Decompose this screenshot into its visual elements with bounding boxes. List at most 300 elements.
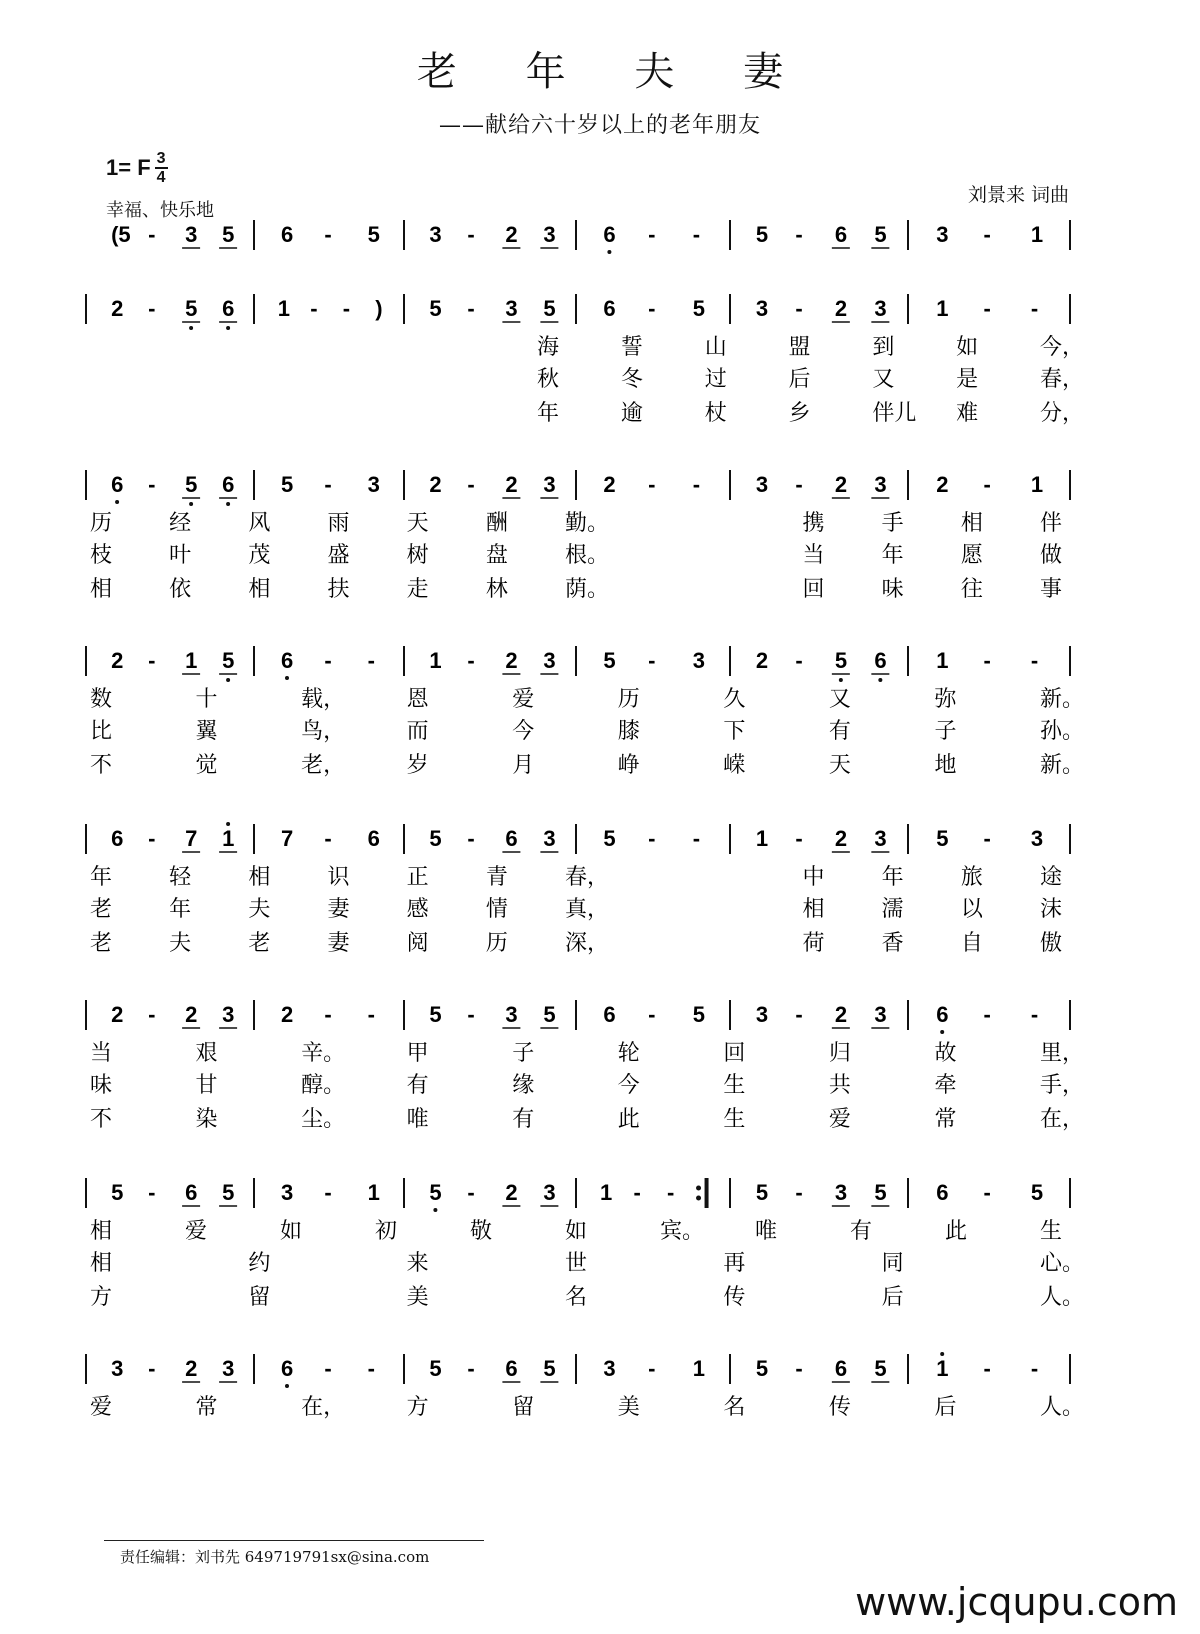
- note: -: [648, 296, 656, 321]
- lyric-char: 香: [881, 931, 904, 956]
- note: -: [648, 472, 656, 497]
- lyric-char: 年: [881, 865, 904, 890]
- note: -: [795, 472, 803, 497]
- note: -: [692, 826, 701, 851]
- note: 3: [281, 1180, 294, 1205]
- note: 1: [277, 296, 290, 321]
- lyric-char: 海: [537, 335, 560, 360]
- site-watermark: www.jcqupu.com: [855, 1580, 1178, 1624]
- note: 2: [111, 1002, 124, 1027]
- note: -: [324, 826, 332, 851]
- lyric-char: 荷: [802, 931, 825, 956]
- lyric-char: 恩: [406, 687, 429, 712]
- time-bottom: 4: [156, 169, 166, 186]
- note: 1: [936, 296, 949, 321]
- lyric-char: 老，: [301, 753, 346, 778]
- lyric-char: 新。: [1040, 753, 1085, 778]
- lyric-char: 真，: [565, 897, 610, 922]
- low-octave-dot: [940, 1030, 944, 1034]
- lyric-char: 后: [788, 367, 811, 392]
- lyric-char: 后: [934, 1395, 957, 1420]
- note: 5: [222, 1180, 235, 1205]
- lyric-char: 勤。: [565, 511, 610, 536]
- note: 5: [543, 296, 556, 321]
- lyric-char: 手，: [1040, 1073, 1085, 1098]
- lyric-char: 青: [485, 865, 508, 890]
- note: 5: [429, 296, 442, 321]
- note: -: [367, 1356, 375, 1381]
- note: -: [983, 826, 991, 851]
- lyric-char: 有: [828, 719, 851, 744]
- lyric-char: 人。: [1040, 1395, 1085, 1420]
- lyric-char: 情: [485, 897, 508, 922]
- note: 5: [429, 1180, 442, 1205]
- lyric-char: 归: [828, 1041, 851, 1066]
- lyric-char: 回: [802, 577, 825, 602]
- lyric-char: 依: [169, 577, 192, 602]
- note: 3: [543, 472, 556, 497]
- note: 5: [281, 472, 294, 497]
- low-octave-dot: [226, 678, 230, 682]
- note: -: [148, 826, 156, 851]
- lyric-char: 自: [960, 931, 983, 956]
- lyric-char: 经: [169, 511, 192, 536]
- lyric-char: 相: [90, 1219, 113, 1244]
- note: 3: [543, 222, 556, 247]
- note: 1: [1030, 222, 1044, 247]
- lyric-char: 冬: [620, 367, 643, 392]
- lyric-char: 识: [327, 865, 350, 890]
- note: 6: [281, 648, 294, 673]
- lyric-char: 艰: [195, 1041, 218, 1066]
- note: 6: [834, 1356, 848, 1381]
- low-octave-dot: [878, 678, 882, 682]
- note: -: [983, 1180, 991, 1205]
- lyric-char: 濡: [881, 897, 904, 922]
- lyric-char: 醇。: [301, 1073, 346, 1098]
- note: 5: [936, 826, 949, 851]
- lyric-char: 历: [90, 511, 113, 536]
- song-subtitle: ——献给六十岁以上的老年朋友: [438, 113, 761, 138]
- lyric-char: 相: [802, 897, 825, 922]
- note: 3: [874, 1002, 887, 1027]
- lyric-char: 世: [565, 1251, 588, 1276]
- lyric-char: 今，: [1040, 335, 1085, 360]
- note: 1: [755, 826, 769, 851]
- lyric-char: 秋: [537, 367, 560, 392]
- note: -: [795, 826, 803, 851]
- lyric-char: 老: [90, 897, 113, 922]
- note: -: [148, 648, 156, 673]
- lyric-char: 不: [90, 753, 113, 778]
- note: -: [692, 472, 701, 497]
- lyric-char: 叶: [169, 543, 192, 568]
- lyric-char: 盛: [327, 543, 350, 568]
- lyric-char: 手: [881, 511, 904, 536]
- lyric-char: 不: [90, 1107, 113, 1132]
- note: 3: [185, 222, 198, 247]
- lyric-char: 人。: [1040, 1285, 1085, 1310]
- lyric-char: 傲: [1040, 931, 1063, 956]
- note: -: [1030, 296, 1039, 321]
- note: 3: [874, 826, 887, 851]
- note: 5: [755, 1180, 769, 1205]
- note: 1: [600, 1180, 613, 1205]
- lyric-char: 途: [1040, 865, 1063, 890]
- note: 5: [603, 648, 616, 673]
- note: 6: [505, 1356, 518, 1381]
- lyric-char: 再: [723, 1251, 746, 1276]
- footer-divider: [104, 1540, 484, 1541]
- note: 5: [874, 1180, 887, 1205]
- note: 2: [111, 296, 124, 321]
- note: 6: [603, 296, 616, 321]
- note: 3: [874, 296, 887, 321]
- lyric-char: 缘: [512, 1073, 535, 1098]
- lyric-char: 根。: [565, 543, 610, 568]
- note: 1: [367, 1180, 380, 1205]
- lyric-char: 数: [90, 687, 113, 712]
- note: -: [983, 1002, 991, 1027]
- lyric-char: 相: [90, 577, 113, 602]
- lyric-char: 里，: [1040, 1041, 1085, 1066]
- note: 6: [111, 826, 124, 851]
- lyric-char: 是: [956, 367, 979, 392]
- note: -: [983, 472, 991, 497]
- note: 5: [222, 222, 235, 247]
- lyric-char: 携: [802, 511, 825, 536]
- lyric-char: 老: [248, 931, 271, 956]
- note: 3: [1030, 826, 1044, 851]
- lyric-char: 岁: [406, 753, 429, 778]
- note: 5: [874, 1356, 887, 1381]
- note: 3: [936, 222, 949, 247]
- lyric-char: 常: [195, 1395, 218, 1420]
- lyric-char: 传: [828, 1395, 851, 1420]
- high-octave-dot: [226, 822, 230, 826]
- note: 6: [936, 1180, 949, 1205]
- lyric-char: 爱: [512, 687, 535, 712]
- lyric-char: 雨: [327, 511, 350, 536]
- lyric-char: 爱: [90, 1395, 113, 1420]
- note: -: [342, 296, 351, 321]
- lyric-char: 鸟，: [301, 719, 346, 744]
- tempo-marking: 幸福、快乐地: [106, 200, 214, 221]
- note: -: [795, 1002, 803, 1027]
- lyric-char: 盘: [485, 543, 508, 568]
- lyric-char: 荫。: [565, 577, 610, 602]
- lyric-char: 同: [881, 1251, 904, 1276]
- note: 3: [505, 296, 518, 321]
- lyric-char: 初: [375, 1219, 398, 1244]
- lyric-char: 味: [90, 1073, 113, 1098]
- key-label: 1= F: [106, 155, 151, 180]
- lyric-char: 过: [704, 367, 727, 392]
- note: 3: [111, 1356, 124, 1381]
- repeat-dot: [696, 1196, 701, 1201]
- lyric-char: 相: [90, 1251, 113, 1276]
- lyric-char: 尘。: [301, 1107, 346, 1132]
- lyric-char: 来: [406, 1251, 429, 1276]
- lyric-char: 下: [723, 719, 746, 744]
- note: 5: [755, 1356, 769, 1381]
- lyric-char: 酬: [485, 511, 508, 536]
- note: -: [633, 1180, 641, 1205]
- note: 2: [505, 472, 518, 497]
- lyric-char: 如: [565, 1219, 588, 1244]
- lyric-char: 传: [723, 1285, 746, 1310]
- lyric-char: 难: [956, 401, 979, 426]
- lyric-char: 誓: [620, 335, 643, 360]
- note: 5: [185, 296, 198, 321]
- note: 2: [603, 472, 616, 497]
- note: 2: [429, 472, 442, 497]
- lyric-char: 扶: [327, 577, 350, 602]
- note: 6: [874, 648, 887, 673]
- note: -: [467, 472, 475, 497]
- lyric-char: 比: [90, 719, 113, 744]
- lyric-char: 逾: [620, 401, 643, 426]
- lyric-char: 走: [406, 577, 429, 602]
- lyric-char: 又: [872, 367, 895, 392]
- note: 6: [505, 826, 518, 851]
- note: 3: [755, 472, 769, 497]
- note: 6: [834, 222, 848, 247]
- lyric-char: 风: [248, 511, 271, 536]
- composer-credit: 刘景来 词曲: [968, 184, 1070, 206]
- lyric-char: 树: [406, 543, 429, 568]
- lyric-char: 有: [850, 1219, 873, 1244]
- lyric-char: 历: [485, 931, 508, 956]
- note: 6: [281, 222, 294, 247]
- note: 6: [603, 222, 616, 247]
- low-octave-dot: [226, 502, 230, 506]
- note: -: [648, 826, 656, 851]
- note: 6: [185, 1180, 198, 1205]
- note: -: [1030, 1356, 1039, 1381]
- note: 2: [185, 1002, 198, 1027]
- note: 2: [755, 648, 769, 673]
- note: 6: [281, 1356, 294, 1381]
- lyric-char: 阅: [406, 931, 429, 956]
- note: -: [324, 1180, 332, 1205]
- lyric-char: 方: [90, 1285, 113, 1310]
- note: 2: [834, 1002, 848, 1027]
- lyric-char: 美: [617, 1395, 640, 1420]
- lyric-char: 妻: [327, 931, 350, 956]
- lyric-char: 乡: [788, 401, 811, 426]
- note: 3: [222, 1002, 235, 1027]
- note: -: [648, 1356, 656, 1381]
- note: 1: [936, 1356, 949, 1381]
- note: 6: [367, 826, 380, 851]
- lyric-char: 深，: [565, 931, 610, 956]
- lyric-char: 天: [828, 753, 851, 778]
- note: 3: [543, 648, 556, 673]
- note: 3: [755, 1002, 769, 1027]
- lyric-char: 枝: [90, 543, 113, 568]
- lyric-char: 相: [248, 865, 271, 890]
- note: -: [148, 1180, 156, 1205]
- lyric-char: 常: [934, 1107, 957, 1132]
- note: -: [324, 648, 332, 673]
- lyric-char: 历: [617, 687, 640, 712]
- lyric-char: 辛。: [301, 1041, 346, 1066]
- note: 3: [222, 1356, 235, 1381]
- lyric-char: 味: [881, 577, 904, 602]
- note: -: [148, 1356, 156, 1381]
- note: -: [1030, 1002, 1039, 1027]
- note: 3: [874, 472, 887, 497]
- note: 5: [111, 1180, 124, 1205]
- lyric-char: 后: [881, 1285, 904, 1310]
- note: -: [324, 222, 332, 247]
- lyric-char: 相: [960, 511, 983, 536]
- low-octave-dot: [285, 676, 289, 680]
- lyric-char: 往: [960, 577, 983, 602]
- lyric-char: 夫: [248, 897, 271, 922]
- lyric-char: 伴: [1040, 511, 1063, 536]
- lyric-char: 沫: [1040, 897, 1063, 922]
- note: -: [795, 1356, 803, 1381]
- lyric-char: 当: [802, 543, 825, 568]
- lyric-char: 杖: [704, 401, 727, 426]
- note: -: [983, 1356, 991, 1381]
- note: (5: [111, 222, 131, 247]
- note: 5: [603, 826, 616, 851]
- note: 2: [505, 1180, 518, 1205]
- note: -: [467, 222, 475, 247]
- note: 6: [222, 472, 235, 497]
- lyric-char: 生: [723, 1107, 746, 1132]
- note: -: [467, 648, 475, 673]
- lyric-char: 妻: [327, 897, 350, 922]
- note: -: [795, 222, 803, 247]
- lyric-char: 留: [248, 1285, 271, 1310]
- lyric-char: 子: [934, 719, 957, 744]
- lyric-char: 林: [485, 577, 508, 602]
- note: 2: [111, 648, 124, 673]
- note: 2: [834, 296, 848, 321]
- lyric-char: 牵: [934, 1073, 957, 1098]
- lyric-char: 地: [934, 753, 957, 778]
- note: -: [983, 296, 991, 321]
- low-octave-dot: [433, 1208, 437, 1212]
- note: 2: [505, 222, 518, 247]
- lyric-char: 春，: [1040, 367, 1085, 392]
- lyric-char: 峥: [617, 753, 640, 778]
- note: 6: [603, 1002, 616, 1027]
- note: -: [795, 1180, 803, 1205]
- lyric-char: 做: [1040, 543, 1063, 568]
- note: 2: [185, 1356, 198, 1381]
- note: -: [467, 1356, 475, 1381]
- lyric-char: 生: [1040, 1219, 1063, 1244]
- lyric-char: 染: [195, 1107, 218, 1132]
- lyric-char: 嵘: [723, 753, 746, 778]
- note: 6: [936, 1002, 949, 1027]
- note: -: [324, 1356, 332, 1381]
- lyric-char: 感: [406, 897, 429, 922]
- lyric-char: 中: [802, 865, 825, 890]
- lyric-char: 山: [704, 335, 727, 360]
- lyric-char: 有: [406, 1073, 429, 1098]
- note: -: [983, 222, 991, 247]
- note: 1: [222, 826, 235, 851]
- note: -: [324, 472, 332, 497]
- lyric-char: 唯: [406, 1107, 429, 1132]
- note: -: [148, 472, 156, 497]
- note: -: [1030, 648, 1039, 673]
- high-octave-dot: [940, 1352, 944, 1356]
- lyric-char: 甲: [406, 1041, 429, 1066]
- note: 5: [185, 472, 198, 497]
- lyric-char: 天: [406, 511, 429, 536]
- note: 7: [185, 826, 198, 851]
- lyric-char: 夫: [169, 931, 192, 956]
- lyric-char: 老: [90, 931, 113, 956]
- footer-editor: 责任编辑：刘书先 649719791sx@sina.com: [120, 1548, 430, 1566]
- lyric-char: 如: [280, 1219, 303, 1244]
- low-octave-dot: [839, 678, 843, 682]
- lyric-char: 年: [90, 865, 113, 890]
- lyric-char: 伴儿: [872, 401, 917, 426]
- lyric-char: 茂: [248, 543, 271, 568]
- note: 2: [834, 826, 848, 851]
- lyric-char: 心。: [1040, 1251, 1085, 1276]
- note: -: [148, 296, 156, 321]
- lyric-char: 如: [956, 335, 979, 360]
- note: 2: [505, 648, 518, 673]
- note: 5: [692, 1002, 705, 1027]
- lyric-char: 春，: [565, 865, 610, 890]
- low-octave-dot: [285, 1384, 289, 1388]
- note: 1: [185, 648, 198, 673]
- note: 2: [281, 1002, 294, 1027]
- note: 5: [755, 222, 769, 247]
- note: -: [795, 648, 803, 673]
- note: 5: [692, 296, 705, 321]
- note: -: [324, 1002, 332, 1027]
- note: 3: [505, 1002, 518, 1027]
- note: 7: [281, 826, 294, 851]
- lyric-char: 此: [945, 1219, 968, 1244]
- lyric-char: 敬: [470, 1219, 493, 1244]
- lyric-char: 故: [934, 1041, 957, 1066]
- lyric-char: 年: [881, 543, 904, 568]
- note: 1: [936, 648, 949, 673]
- note: -: [467, 1180, 475, 1205]
- note: 2: [936, 472, 949, 497]
- lyric-char: 久: [723, 687, 746, 712]
- lyric-char: 翼: [195, 719, 218, 744]
- lyric-char: 今: [512, 719, 535, 744]
- note: 5: [429, 1002, 442, 1027]
- lyric-char: 弥: [934, 687, 957, 712]
- song-title: 老 年 夫 妻: [416, 49, 812, 95]
- note: -: [148, 1002, 156, 1027]
- note: 1: [1030, 472, 1044, 497]
- lyric-char: 在，: [301, 1395, 346, 1420]
- lyric-char: 名: [565, 1285, 588, 1310]
- low-octave-dot: [115, 500, 119, 504]
- lyric-char: 到: [872, 335, 895, 360]
- note: -: [648, 1002, 656, 1027]
- note: -: [367, 648, 375, 673]
- note: 3: [692, 648, 705, 673]
- lyric-char: 名: [723, 1395, 746, 1420]
- lyric-char: 唯: [755, 1219, 778, 1244]
